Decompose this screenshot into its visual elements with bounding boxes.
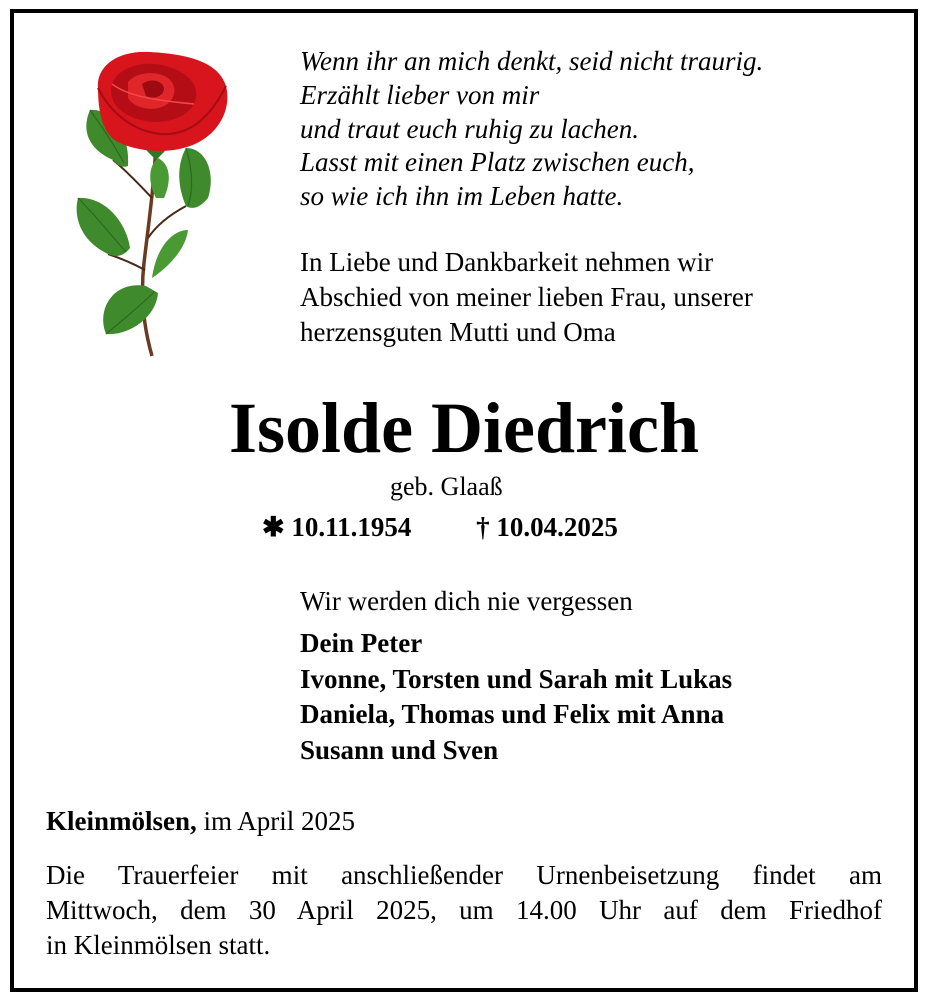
closing-line: Wir werden dich nie vergessen (300, 586, 633, 616)
farewell-intro (300, 245, 753, 350)
birth-date: 10.11.1954 (291, 512, 412, 542)
mourner-line: Daniela, Thomas und Felix mit Anna (300, 699, 725, 729)
life-dates (262, 512, 618, 543)
death-date: 10.04.2025 (496, 512, 618, 542)
place-town: Kleinmölsen, (46, 806, 197, 836)
red-rose-image (68, 48, 238, 358)
poem-line: Wenn ihr an mich denkt, seid nicht traurig. (300, 46, 764, 76)
poem-line: Lasst mit einen Platz zwischen euch, (300, 147, 695, 178)
intro-line: Abschied von meiner lieben Frau, unserer (300, 282, 753, 312)
memorial-poem (300, 45, 763, 214)
poem-line: und traut euch ruhig zu lachen. (300, 113, 639, 144)
funeral-service-info (46, 858, 882, 963)
place-date: im April 2025 (203, 806, 356, 836)
mourners-list (300, 626, 732, 768)
intro-line: herzensguten Mutti und Oma (300, 317, 616, 347)
mourner-line: Dein Peter (300, 628, 423, 658)
maiden-name: geb. Glaaß (390, 472, 503, 501)
place-and-date (46, 806, 355, 837)
service-line: in Kleinmölsen statt. (46, 930, 271, 960)
birth-star-icon: ✱ (262, 512, 285, 542)
intro-line: In Liebe und Dankbarkeit nehmen wir (300, 247, 714, 277)
service-line: Die Trauerfeier mit anschließender Urnenbeisetzung findet am (46, 860, 882, 890)
service-line: Mittwoch, dem 30 April 2025, um 14.00 Uhr auf dem Friedhof (46, 895, 882, 925)
mourner-line: Susann und Sven (300, 734, 499, 765)
mourner-line: Ivonne, Torsten und Sarah mit Lukas (300, 663, 733, 694)
death-cross-icon: † (476, 512, 490, 542)
poem-line: Erzählt lieber von mir (300, 79, 540, 110)
deceased-name: Isolde Diedrich (228, 388, 699, 468)
poem-line: so wie ich ihn im Leben hatte. (300, 181, 624, 212)
